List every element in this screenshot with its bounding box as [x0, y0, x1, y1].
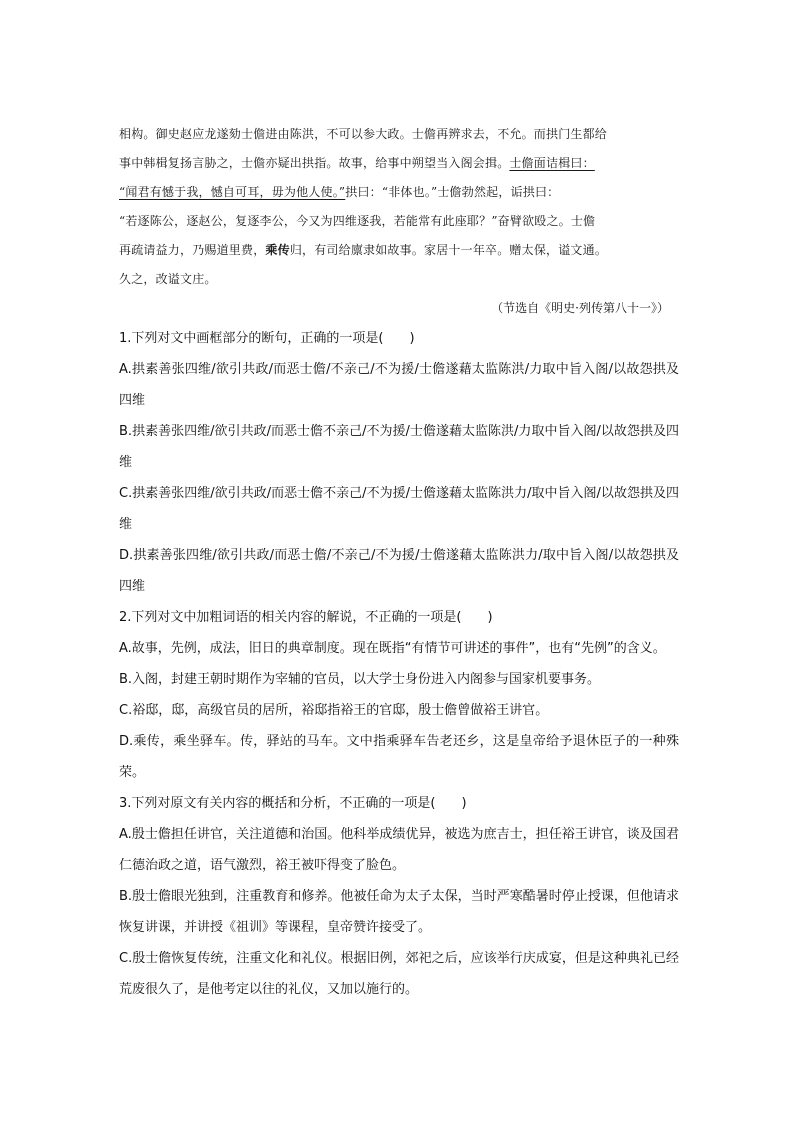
- question-stem: 2.下列对文中加粗词语的相关内容的解说，不正确的一项是( ): [119, 610, 493, 625]
- option-b: B.入阁，封建王朝时期作为宰辅的官员，以大学士身份进入内阁参与国家机要事务。: [119, 672, 601, 687]
- passage-line: [119, 149, 679, 178]
- passage-text: 再疏请益力，乃赐道里费，: [119, 243, 266, 257]
- question-stem: 1.下列对文中画框部分的断句，正确的一项是( ): [119, 331, 415, 346]
- option-c: C.殷士儋恢复传统，注重文化和礼仪。根据旧例，郊祀之后，应该举行庆成宴，但是这种典礼已经荒废很久了，是他考定以往的礼仪，又加以施行的。: [119, 951, 679, 997]
- underlined-quote: 士儋面诘楫曰：: [509, 156, 595, 170]
- question-1: [119, 323, 679, 602]
- passage-line: [119, 120, 679, 149]
- option-d: D.乘传，乘坐驿车。传，驿站的马车。文中指乘驿车告老还乡，这是皇帝给予退休臣子的一种殊荣。: [119, 734, 679, 780]
- passage-text: 归，有司给廪隶如故事。家居十一年卒。赠太保，谥文通。: [289, 243, 608, 257]
- option-a: A.故事，先例，成法，旧日的典章制度。现在既指“有情节可讲述的事件”，也有“先例”的含义。: [119, 641, 666, 656]
- question-3: [119, 788, 679, 1005]
- option-c: C.拱素善张四维/欲引共政/而恶士儋不亲己/不为援/士儋遂藉太监陈洪力/取中旨入阁/以故怨拱及四维: [119, 486, 679, 532]
- passage-text: 相构。御史赵应龙遂劾士儋进由陈洪，不可以参大政。士儋再辨求去，不允。而拱门生都给: [119, 127, 608, 141]
- question-stem: 3.下列对原文有关内容的概括和分析，不正确的一项是( ): [119, 796, 467, 811]
- option-d: D.拱素善张四维/欲引共政/而恶士儋/不亲己/不为援/士儋遂藉太监陈洪力/取中旨入阁/以故怨拱及四维: [119, 548, 679, 594]
- question-2: [119, 602, 679, 788]
- underlined-quote: “闻君有憾于我，憾自可耳，毋为他人使。”: [119, 185, 346, 199]
- option-a: A.殷士儋担任讲官，关注道德和治国。他科举成绩优异，被选为庶吉士，担任裕王讲官，谈及国君仁德治政之道，语气激烈，裕王被吓得变了脸色。: [119, 827, 679, 873]
- passage-text: 事中韩楫复扬言胁之，士儋亦疑出拱指。故事，给事中朔望当入阁会揖。: [119, 156, 510, 170]
- passage-text: 久之，改谥文庄。: [119, 272, 217, 286]
- passage-line: [119, 236, 679, 265]
- document-content: [119, 120, 679, 1005]
- bold-term: 乘传: [265, 243, 290, 257]
- passage-text: 拱曰：“非体也。”士儋勃然起，诟拱曰：: [345, 185, 560, 199]
- passage-line: [119, 178, 679, 207]
- option-a: A.拱素善张四维/欲引共政/而恶士儋/不亲己/不为援/士儋遂藉太监陈洪/力取中旨入阁/以故怨拱及四维: [119, 362, 679, 408]
- source-citation: （节选自《明史·列传第八十一》）: [491, 301, 669, 315]
- option-b: B.殷士儋眼光独到，注重教育和修养。他被任命为太子太保，当时严寒酷暑时停止授课，但他请求恢复讲课，并讲授《祖训》等课程，皇帝赞许接受了。: [119, 889, 679, 935]
- option-c: C.裕邸，邸，高级官员的居所，裕邸指裕王的官邸，殷士儋曾做裕王讲官。: [119, 703, 549, 718]
- option-b: B.拱素善张四维/欲引共政/而恶士儋不亲己/不为援/士儋遂藉太监陈洪/力取中旨入阁/以故怨拱及四维: [119, 424, 679, 470]
- passage-line: [119, 265, 679, 294]
- classical-passage: [119, 120, 679, 294]
- passage-text: “若逐陈公，逐赵公，复逐李公，今又为四维逐我，若能常有此座耶？”奋臂欲殴之。士儋: [119, 214, 596, 228]
- passage-line: [119, 207, 679, 236]
